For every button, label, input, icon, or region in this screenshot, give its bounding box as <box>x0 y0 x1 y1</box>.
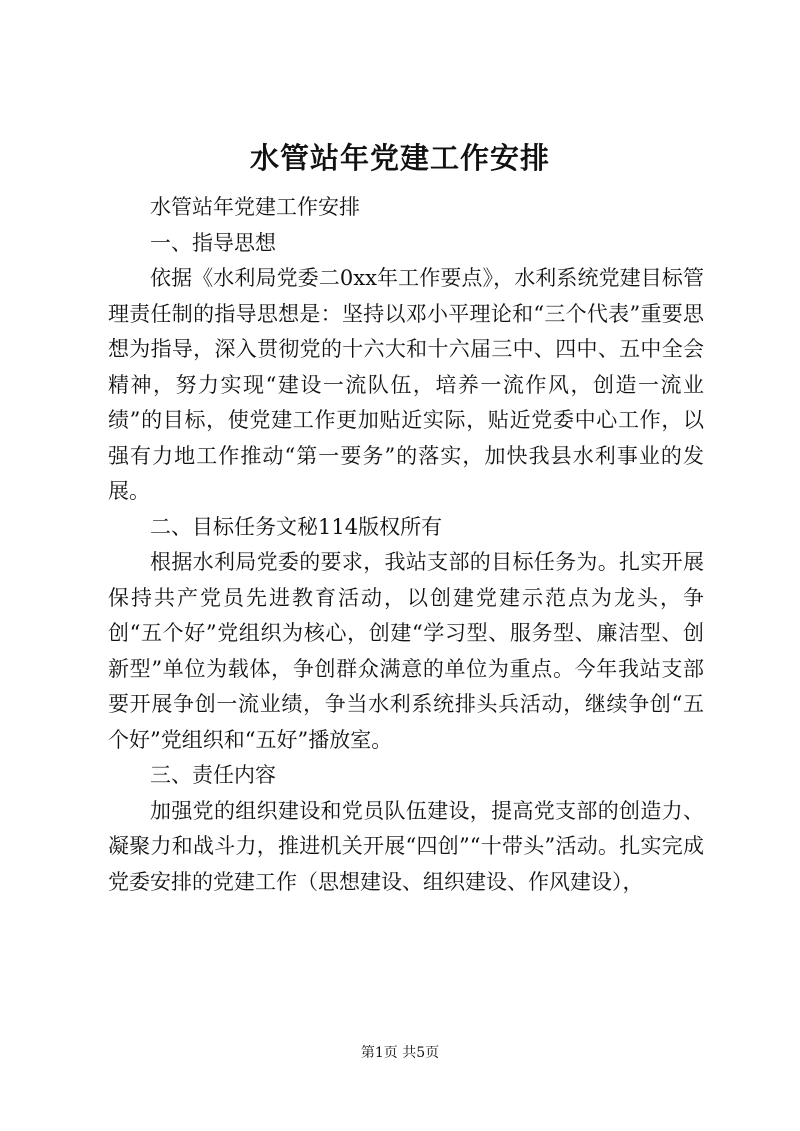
document-body <box>108 190 704 900</box>
paragraph-responsibilities: 加强党的组织建设和党员队伍建设，提高党支部的创造力、凝聚力和战斗力，推进机关开展“四创”“十带头”活动。扎实完成党委安排的党建工作（思想建设、组织建设、作风建设）， <box>108 798 704 894</box>
section-heading-guiding-ideology: 一、指导思想 <box>150 230 276 255</box>
section-heading-responsibilities: 三、责任内容 <box>150 763 276 787</box>
page-number-footer: 第1页 共5页 <box>360 1045 440 1061</box>
paragraph-subtitle: 水管站年党建工作安排 <box>150 195 360 219</box>
section-heading-target-tasks: 二、目标任务文秘114版权所有 <box>150 514 443 539</box>
paragraph-guiding-ideology: 依据《水利局党委二0xx年工作要点》，水利系统党建目标管理责任制的指导思想是：坚持以邓小平理论和“三个代表”重要思想为指导，深入贯彻党的十六大和十六届三中、四中、五中全会精神，努力实现“建设一流队伍，培养一流作风，创造一流业绩”的目标，使党建工作更加贴近实际，贴近党委中心工作，以强有力地工作推动“第一要务”的落实，加快我县水利事业的发展。 <box>108 266 704 503</box>
document-title: 水管站年党建工作安排 <box>249 141 550 175</box>
paragraph-target-tasks: 根据水利局党委的要求，我站支部的目标任务为。扎实开展保持共产党员先进教育活动，以创建党建示范点为龙头，争创“五个好”党组织为核心，创建“学习型、服务型、廉洁型、创新型”单位为载体，争创群众满意的单位为重点。今年我站支部要开展争创一流业绩，争当水利系统排头兵活动，继续争创“五个好”党组织和“五好”播放室。 <box>108 550 704 752</box>
